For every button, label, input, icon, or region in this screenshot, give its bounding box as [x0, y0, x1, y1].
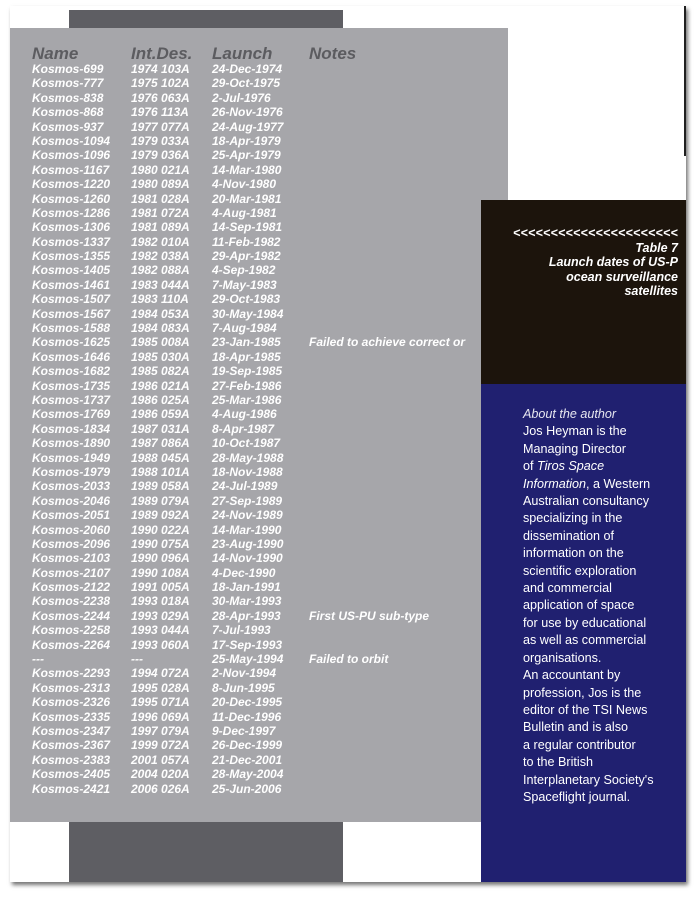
- cell-name: Kosmos-1337: [32, 234, 111, 249]
- cell-name: Kosmos-2405: [32, 767, 111, 782]
- cell-launch: 7-May-1983: [212, 277, 277, 292]
- cell-name: Kosmos-2051: [32, 508, 111, 523]
- column-header-launch: Launch: [212, 44, 273, 63]
- cell-intdes: 1997 079A: [131, 723, 190, 738]
- table-row: [32, 76, 508, 90]
- cell-name: Kosmos-2122: [32, 580, 111, 595]
- cell-name: Kosmos-1094: [32, 133, 111, 148]
- cell-intdes: 1976 113A: [131, 105, 189, 120]
- cell-launch: 14-Nov-1990: [212, 551, 283, 566]
- table-row: [32, 249, 508, 263]
- about-author-text: [523, 406, 673, 806]
- cell-launch: 7-Jul-1993: [212, 623, 271, 638]
- table-row: [32, 753, 508, 767]
- cell-name: Kosmos-1682: [32, 364, 111, 379]
- cell-intdes: 1993 018A: [131, 594, 190, 609]
- table-row: [32, 609, 508, 623]
- table-row: [32, 220, 508, 234]
- cell-launch: 8-Apr-1987: [212, 421, 275, 436]
- table-row: [32, 307, 508, 321]
- cell-intdes: 1981 072A: [131, 205, 190, 220]
- cell-name: Kosmos-777: [32, 76, 104, 91]
- cell-name: Kosmos-838: [32, 90, 104, 105]
- cell-launch: 4-Sep-1982: [212, 263, 276, 278]
- cell-launch: 24-Dec-1974: [212, 62, 283, 76]
- cell-launch: 7-Aug-1984: [212, 321, 277, 336]
- table-row: [32, 192, 508, 206]
- cell-intdes: 1995 071A: [131, 695, 190, 710]
- cell-launch: 10-Oct-1987: [212, 436, 281, 451]
- cell-launch: 20-Dec-1995: [212, 695, 283, 710]
- cell-launch: 25-Apr-1979: [212, 148, 281, 163]
- table-row: [32, 537, 508, 551]
- cell-name: Kosmos-1096: [32, 148, 111, 163]
- cell-launch: 8-Jun-1995: [212, 680, 275, 695]
- cell-intdes: 1981 028A: [131, 191, 190, 206]
- cell-launch: 20-Mar-1981: [212, 191, 282, 206]
- cell-intdes: 1985 030A: [131, 349, 190, 364]
- cell-launch: 28-May-2004: [212, 767, 284, 782]
- table-row: [32, 710, 508, 724]
- cell-intdes: ---: [131, 652, 143, 667]
- cell-launch: 23-Jan-1985: [212, 335, 281, 350]
- table-row: [32, 767, 508, 781]
- table-row: [32, 206, 508, 220]
- column-header-intdes: Int.Des.: [131, 44, 193, 63]
- table-row: [32, 738, 508, 752]
- cell-name: Kosmos-1355: [32, 249, 111, 264]
- cell-intdes: 1983 110A: [131, 292, 189, 307]
- about-paragraph-2: An accountant by profession, Jos is the editor of the TSI News Bulletin and is also a regular contributor to the British Interplanetary Society's Spaceflight journal.: [523, 668, 654, 804]
- cell-intdes: 1993 044A: [131, 623, 190, 638]
- cell-notes: Failed to achieve correct or: [309, 335, 466, 350]
- cell-name: Kosmos-1405: [32, 263, 111, 278]
- cell-intdes: 1987 031A: [131, 421, 190, 436]
- cell-launch: 28-Apr-1993: [212, 608, 281, 623]
- cell-name: Kosmos-2238: [32, 594, 111, 609]
- caption-arrows: <<<<<<<<<<<<<<<<<<<<<<: [513, 226, 678, 240]
- table-row: [32, 321, 508, 335]
- cell-name: Kosmos-2264: [32, 637, 111, 652]
- cell-name: Kosmos-2326: [32, 695, 111, 710]
- table-row: [32, 263, 508, 277]
- cell-launch: 4-Dec-1990: [212, 565, 276, 580]
- table-row: [32, 479, 508, 493]
- cell-launch: 14-Mar-1980: [212, 162, 282, 177]
- cell-name: Kosmos-2060: [32, 522, 111, 537]
- cell-name: Kosmos-868: [32, 105, 104, 120]
- table-row: [32, 494, 508, 508]
- cell-launch: 4-Aug-1986: [212, 407, 277, 422]
- cell-launch: 26-Nov-1976: [212, 105, 283, 120]
- cell-launch: 21-Dec-2001: [212, 752, 283, 767]
- cell-intdes: 1982 088A: [131, 263, 190, 278]
- table-row: [32, 163, 508, 177]
- cell-name: Kosmos-1834: [32, 421, 111, 436]
- caption-line-2: ocean surveillance: [566, 269, 678, 284]
- cell-name: Kosmos-1588: [32, 321, 111, 336]
- cell-notes: Failed to orbit: [309, 652, 389, 667]
- cell-launch: 2-Jul-1976: [212, 90, 271, 105]
- cell-intdes: 1986 059A: [131, 407, 190, 422]
- cell-intdes: 1979 036A: [131, 148, 190, 163]
- cell-name: Kosmos-2293: [32, 666, 111, 681]
- table-caption: [488, 226, 678, 299]
- cell-name: Kosmos-1461: [32, 277, 111, 292]
- table-row: [32, 594, 508, 608]
- cell-intdes: 1989 092A: [131, 508, 190, 523]
- cell-name: Kosmos-1890: [32, 436, 111, 451]
- table-row: [32, 681, 508, 695]
- cell-intdes: 1985 008A: [131, 335, 190, 350]
- cell-name: Kosmos-2107: [32, 565, 111, 580]
- cell-name: Kosmos-1979: [32, 464, 111, 479]
- cell-intdes: 1984 083A: [131, 321, 190, 336]
- about-company-name: Tiros Space Information: [523, 459, 605, 491]
- cell-name: Kosmos-1625: [32, 335, 111, 350]
- cell-name: Kosmos-2033: [32, 479, 111, 494]
- cell-intdes: 1987 086A: [131, 436, 190, 451]
- caption-line-1: Launch dates of US-P: [548, 255, 678, 269]
- cell-intdes: 1993 060A: [131, 637, 190, 652]
- launch-table-panel: [10, 28, 508, 822]
- table-row: [32, 62, 508, 76]
- table-row: [32, 148, 508, 162]
- table-caption-box: [481, 200, 686, 384]
- cell-launch: 24-Aug-1977: [212, 119, 284, 134]
- cell-name: ---: [32, 652, 44, 667]
- cell-intdes: 1983 044A: [131, 277, 190, 292]
- cell-launch: 19-Sep-1985: [212, 364, 283, 379]
- cell-launch: 28-May-1988: [212, 450, 284, 465]
- cell-launch: 25-Jun-2006: [212, 781, 282, 796]
- cell-launch: 14-Sep-1981: [212, 220, 283, 235]
- caption-line-3: satellites: [624, 284, 678, 298]
- cell-intdes: 1981 089A: [131, 220, 190, 235]
- cell-launch: 4-Nov-1980: [212, 177, 277, 192]
- cell-launch: 29-Oct-1975: [212, 76, 281, 91]
- cell-launch: 9-Dec-1997: [212, 723, 276, 738]
- table-row: [32, 508, 508, 522]
- table-row: [32, 436, 508, 450]
- cell-launch: 24-Jul-1989: [212, 479, 278, 494]
- cell-notes: First US-PU sub-type: [309, 608, 430, 623]
- cell-name: Kosmos-1737: [32, 392, 111, 407]
- about-p1-start: Jos Heyman is the Managing Director of: [523, 424, 627, 474]
- cell-launch: 30-May-1984: [212, 306, 284, 321]
- cell-name: Kosmos-1646: [32, 349, 111, 364]
- cell-launch: 29-Oct-1983: [212, 292, 281, 307]
- cell-intdes: 1990 075A: [131, 536, 190, 551]
- cell-intdes: 1986 021A: [131, 378, 190, 393]
- cell-intdes: 1975 102A: [131, 76, 190, 91]
- cell-intdes: 1991 005A: [131, 580, 190, 595]
- cell-launch: 26-Dec-1999: [212, 738, 283, 753]
- cell-intdes: 2001 057A: [131, 752, 190, 767]
- table-row: [32, 638, 508, 652]
- cell-intdes: 1988 101A: [131, 464, 190, 479]
- cell-intdes: 1982 010A: [131, 234, 190, 249]
- cell-name: Kosmos-699: [32, 62, 104, 76]
- caption-table-number: Table 7: [635, 240, 678, 255]
- cell-name: Kosmos-2383: [32, 752, 111, 767]
- right-edge-rule: [684, 6, 686, 156]
- table-row: [32, 580, 508, 594]
- cell-launch: 18-Nov-1988: [212, 464, 283, 479]
- cell-launch: 27-Feb-1986: [212, 378, 282, 393]
- about-title: About the author: [523, 407, 617, 421]
- bottom-decorative-bar: [69, 822, 343, 882]
- cell-launch: 27-Sep-1989: [212, 493, 283, 508]
- table-row: [32, 407, 508, 421]
- cell-launch: 2-Nov-1994: [212, 666, 277, 681]
- cell-name: Kosmos-2335: [32, 709, 111, 724]
- cell-name: Kosmos-937: [32, 119, 104, 134]
- table-row: [32, 292, 508, 306]
- cell-intdes: 1977 077A: [131, 119, 190, 134]
- cell-intdes: 1996 069A: [131, 709, 190, 724]
- cell-name: Kosmos-1260: [32, 191, 111, 206]
- table-row: [32, 91, 508, 105]
- column-header-name: Name: [32, 44, 79, 63]
- cell-launch: 30-Mar-1993: [212, 594, 282, 609]
- about-p1-end: , a Western Australian consultancy specializing in the dissemination of information on the scientific exploration and commercial application of space for use by educational as well as commercial organisations.: [523, 476, 651, 665]
- document-page: [10, 6, 686, 882]
- cell-name: Kosmos-1306: [32, 220, 111, 235]
- cell-intdes: 1974 103A: [131, 62, 190, 76]
- cell-launch: 29-Apr-1982: [212, 249, 281, 264]
- cell-launch: 4-Aug-1981: [212, 205, 277, 220]
- cell-name: Kosmos-2046: [32, 493, 111, 508]
- cell-intdes: 1999 072A: [131, 738, 190, 753]
- cell-intdes: 1990 022A: [131, 522, 190, 537]
- cell-intdes: 1995 028A: [131, 680, 190, 695]
- cell-intdes: 1982 038A: [131, 249, 190, 264]
- cell-name: Kosmos-1167: [32, 162, 110, 177]
- cell-name: Kosmos-1220: [32, 177, 111, 192]
- cell-name: Kosmos-2347: [32, 723, 111, 738]
- cell-name: Kosmos-1286: [32, 205, 111, 220]
- cell-intdes: 1988 045A: [131, 450, 190, 465]
- table-row: [32, 451, 508, 465]
- cell-name: Kosmos-2367: [32, 738, 111, 753]
- table-row: [32, 120, 508, 134]
- cell-name: Kosmos-1735: [32, 378, 111, 393]
- cell-name: Kosmos-2103: [32, 551, 111, 566]
- about-paragraph-1: [523, 423, 673, 667]
- table-row: [32, 695, 508, 709]
- table-row: [32, 393, 508, 407]
- table-row: [32, 105, 508, 119]
- cell-launch: 14-Mar-1990: [212, 522, 282, 537]
- cell-name: Kosmos-1949: [32, 450, 111, 465]
- cell-name: Kosmos-1769: [32, 407, 111, 422]
- cell-intdes: 1990 096A: [131, 551, 190, 566]
- cell-launch: 24-Nov-1989: [212, 508, 283, 523]
- table-row: [32, 523, 508, 537]
- cell-launch: 18-Apr-1979: [212, 133, 281, 148]
- cell-intdes: 1979 033A: [131, 133, 190, 148]
- cell-name: Kosmos-2258: [32, 623, 111, 638]
- cell-intdes: 1989 079A: [131, 493, 190, 508]
- cell-intdes: 1986 025A: [131, 392, 190, 407]
- cell-intdes: 1985 082A: [131, 364, 190, 379]
- cell-name: Kosmos-1507: [32, 292, 111, 307]
- cell-launch: 25-May-1994: [212, 652, 284, 667]
- cell-intdes: 1989 058A: [131, 479, 190, 494]
- cell-intdes: 1980 089A: [131, 177, 190, 192]
- table-rows: [32, 62, 508, 796]
- table-row: [32, 134, 508, 148]
- table-row: [32, 724, 508, 738]
- cell-intdes: 1990 108A: [131, 565, 190, 580]
- table-row: [32, 623, 508, 637]
- cell-name: Kosmos-2421: [32, 781, 111, 796]
- table-row: [32, 364, 508, 378]
- cell-launch: 18-Jan-1991: [212, 580, 281, 595]
- cell-name: Kosmos-2313: [32, 680, 111, 695]
- table-row: [32, 566, 508, 580]
- table-row: [32, 235, 508, 249]
- cell-launch: 17-Sep-1993: [212, 637, 283, 652]
- table-row: [32, 278, 508, 292]
- table-row: [32, 422, 508, 436]
- cell-intdes: 2006 026A: [131, 781, 190, 796]
- cell-name: Kosmos-2096: [32, 536, 111, 551]
- cell-launch: 11-Feb-1982: [212, 234, 281, 249]
- cell-intdes: 2004 020A: [131, 767, 190, 782]
- table-row: [32, 177, 508, 191]
- table-row: [32, 782, 508, 796]
- table-row: [32, 465, 508, 479]
- table-row: [32, 350, 508, 364]
- cell-launch: 23-Aug-1990: [212, 536, 284, 551]
- cell-launch: 11-Dec-1996: [212, 709, 282, 724]
- table-row: [32, 652, 508, 666]
- cell-launch: 18-Apr-1985: [212, 349, 281, 364]
- cell-name: Kosmos-1567: [32, 306, 111, 321]
- table-row: [32, 335, 508, 349]
- table-row: [32, 379, 508, 393]
- cell-intdes: 1994 072A: [131, 666, 190, 681]
- cell-intdes: 1984 053A: [131, 306, 190, 321]
- cell-intdes: 1980 021A: [131, 162, 190, 177]
- table-row: [32, 551, 508, 565]
- table-row: [32, 666, 508, 680]
- column-header-notes: Notes: [309, 44, 357, 63]
- cell-intdes: 1993 029A: [131, 608, 190, 623]
- cell-name: Kosmos-2244: [32, 608, 111, 623]
- cell-intdes: 1976 063A: [131, 90, 190, 105]
- cell-launch: 25-Mar-1986: [212, 392, 282, 407]
